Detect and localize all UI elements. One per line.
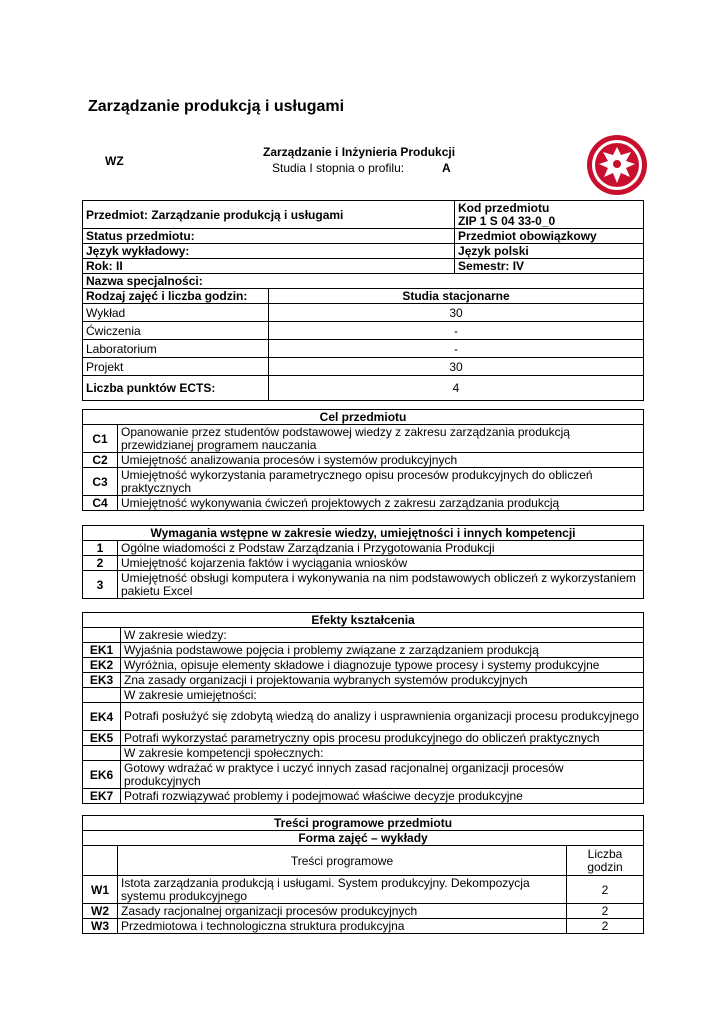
outcome-code: EK4	[83, 703, 121, 731]
goal-code: C2	[83, 453, 118, 468]
content-header: Treści programowe przedmiotu	[83, 816, 644, 831]
semester-cell: Semestr: IV	[455, 259, 644, 274]
outcome-text: Potrafi rozwiązywać problemy i podejmować właściwe decyzje produkcyjne	[121, 789, 644, 804]
ects-label: Liczba punktów ECTS:	[83, 376, 269, 401]
requirement-text: Umiejętność kojarzenia faktów i wyciągania wniosków	[118, 556, 644, 571]
studies-level: Studia I stopnia o profilu:	[272, 161, 405, 175]
outcome-code: EK5	[83, 731, 121, 746]
content-code: W3	[83, 919, 118, 934]
requirement-text: Ogólne wiadomości z Podstaw Zarządzania i Przygotowania Produkcji	[118, 541, 644, 556]
requirement-code: 3	[83, 571, 118, 599]
class-hours: -	[269, 340, 644, 358]
code-value: ZIP 1 S 04 33-0_0	[458, 213, 556, 228]
class-type: Wykład	[83, 304, 269, 322]
outcomes-table	[82, 612, 644, 804]
content-hours: 2	[567, 876, 644, 904]
page-title: Zarządzanie produkcją i usługami	[88, 98, 345, 115]
class-type: Ćwiczenia	[83, 322, 269, 340]
content-column-header: Treści programowe	[118, 846, 567, 876]
social-label: W zakresie kompetencji społecznych:	[121, 746, 644, 761]
class-type: Laboratorium	[83, 340, 269, 358]
content-hours: 2	[567, 919, 644, 934]
goal-code: C4	[83, 496, 118, 511]
outcome-text: Zna zasady organizacji i projektowania wybranych systemów produkcyjnych	[121, 673, 644, 688]
requirement-text: Umiejętność obsługi komputera i wykonywania na nim podstawowych obliczeń z wykorzystaniem pakietu Excel	[118, 571, 644, 599]
content-code: W1	[83, 876, 118, 904]
code-label: Kod przedmiotu	[458, 200, 550, 215]
status-label: Status przedmiotu:	[83, 229, 455, 244]
outcome-code: EK1	[83, 643, 121, 658]
outcome-text: Potrafi wykorzystać parametryczny opis procesu produkcyjnego do obliczeń praktycznych	[121, 731, 644, 746]
course-info-table	[82, 200, 644, 401]
goals-table	[82, 409, 644, 511]
profile-value: A	[442, 161, 451, 175]
year-cell: Rok: II	[83, 259, 455, 274]
goal-text: Umiejętność analizowania procesów i systemów produkcyjnych	[118, 453, 644, 468]
classes-label: Rodzaj zajęć i liczba godzin:	[83, 289, 269, 304]
code-cell	[455, 201, 644, 229]
content-text: Istota zarządzania produkcją i usługami. System produkcyjny. Dekompozycja systemu produkcyjnego	[118, 876, 567, 904]
outcomes-header: Efekty kształcenia	[83, 613, 644, 628]
class-type: Projekt	[83, 358, 269, 376]
outcome-text: Wyróżnia, opisuje elementy składowe i diagnozuje typowe procesy i systemy produkcyjne	[121, 658, 644, 673]
class-hours: -	[269, 322, 644, 340]
university-logo-icon	[585, 133, 649, 197]
language-value: Język polski	[455, 244, 644, 259]
skills-label: W zakresie umiejętności:	[121, 688, 644, 703]
content-code: W2	[83, 904, 118, 919]
outcome-code: EK2	[83, 658, 121, 673]
goals-header: Cel przedmiotu	[83, 410, 644, 425]
content-form: Forma zajęć – wykłady	[83, 831, 644, 846]
outcome-code: EK6	[83, 761, 121, 789]
faculty-code: WZ	[105, 154, 124, 168]
faculty-name: Zarządzanie i Inżynieria Produkcji	[263, 145, 456, 159]
outcome-code: EK7	[83, 789, 121, 804]
program-content-table	[82, 815, 644, 934]
hours-column-header: Liczba godzin	[567, 846, 644, 876]
classes-value: Studia stacjonarne	[269, 289, 644, 304]
outcome-text: Wyjaśnia podstawowe pojęcia i problemy związane z zarządzaniem produkcją	[121, 643, 644, 658]
content-text: Przedmiotowa i technologiczna struktura produkcyjna	[118, 919, 567, 934]
ects-value: 4	[269, 376, 644, 401]
status-value: Przedmiot obowiązkowy	[455, 229, 644, 244]
goal-text: Umiejętność wykorzystania parametrycznego opisu procesów produkcyjnych do obliczeń praktycznych	[118, 468, 644, 496]
specialty-cell: Nazwa specjalności:	[83, 274, 644, 289]
requirements-header: Wymagania wstępne w zakresie wiedzy, umiejętności i innych kompetencji	[83, 526, 644, 541]
language-label: Język wykładowy:	[83, 244, 455, 259]
outcome-code: EK3	[83, 673, 121, 688]
subject-cell: Przedmiot: Zarządzanie produkcją i usługami	[83, 201, 455, 229]
requirement-code: 1	[83, 541, 118, 556]
class-hours: 30	[269, 304, 644, 322]
outcome-text: Potrafi posłużyć się zdobytą wiedzą do analizy i usprawnienia organizacji procesu produkcyjnego	[121, 703, 644, 731]
class-hours: 30	[269, 358, 644, 376]
goal-text: Umiejętność wykonywania ćwiczeń projektowych z zakresu zarządzania produkcją	[118, 496, 644, 511]
goal-text: Opanowanie przez studentów podstawowej wiedzy z zakresu zarządzania produkcją przewidzianej programem nauczania	[118, 425, 644, 453]
goal-code: C3	[83, 468, 118, 496]
content-text: Zasady racjonalnej organizacji procesów produkcyjnych	[118, 904, 567, 919]
outcome-text: Gotowy wdrażać w praktyce i uczyć innych zasad racjonalnej organizacji procesów produkcyjnych	[121, 761, 644, 789]
requirement-code: 2	[83, 556, 118, 571]
goal-code: C1	[83, 425, 118, 453]
requirements-table	[82, 525, 644, 599]
content-hours: 2	[567, 904, 644, 919]
knowledge-label: W zakresie wiedzy:	[121, 628, 644, 643]
